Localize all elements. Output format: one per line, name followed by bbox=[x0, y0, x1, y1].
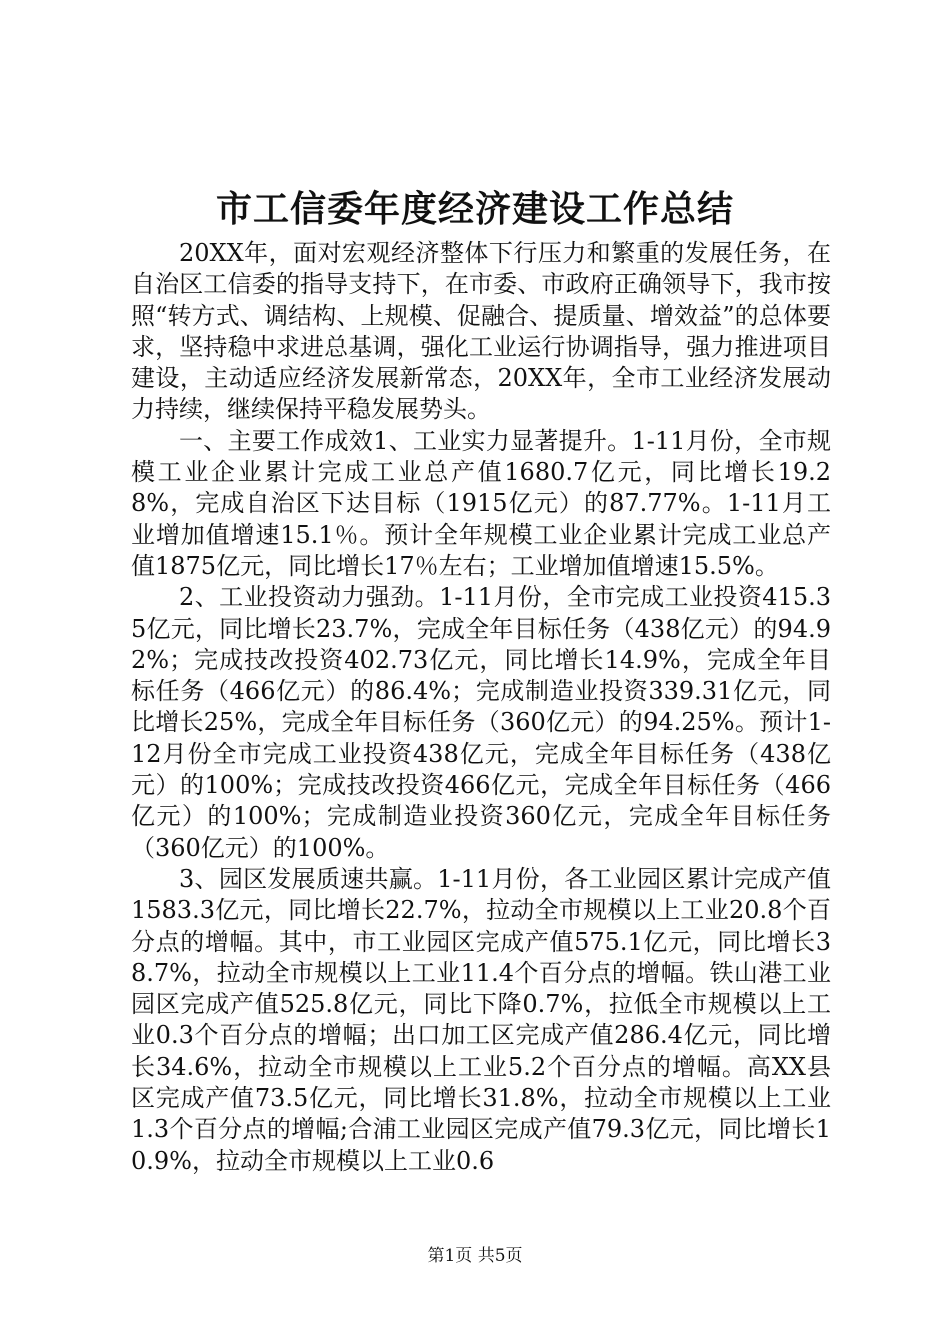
document-body bbox=[131, 238, 831, 1177]
paragraph-industrial-parks: 3、园区发展质速共赢。1-11月份，各工业园区累计完成产值1583.3亿元，同比增长22.7%，拉动全市规模以上工业20.8个百分点的增幅。其中，市工业园区完成产值575.1亿元，同比增长38.7%，拉动全市规模以上工业11.4个百分点的增幅。铁山港工业园区完成产值525.8亿元，同比下降0.7%，拉低全市规模以上工业0.3个百分点的增幅；出口加工区完成产值286.4亿元，同比增长34.6%，拉动全市规模以上工业5.2个百分点的增幅。高XX县区完成产值73.5亿元，同比增长31.8%，拉动全市规模以上工业1.3个百分点的增幅;合浦工业园区完成产值79.3亿元，同比增长10.9%，拉动全市规模以上工业0.6 bbox=[131, 864, 831, 1175]
paragraph-industrial-investment: 2、工业投资动力强劲。1-11月份，全市完成工业投资415.35亿元，同比增长23.7%，完成全年目标任务（438亿元）的94.92%；完成技改投资402.73亿元，同比增长14.9%，完成全年目标任务（466亿元）的86.4%；完成制造业投资339.31亿元，同比增长25%，完成全年目标任务（360亿元）的94.25%。预计1-12月份全市完成工业投资438亿元，完成全年目标任务（438亿元）的100%；完成技改投资466亿元，完成全年目标任务（466亿元）的100%；完成制造业投资360亿元，完成全年目标任务（360亿元）的100%。 bbox=[131, 583, 831, 862]
page-footer: 第1页 共5页 bbox=[427, 1246, 523, 1266]
paragraph-intro: 20XX年，面对宏观经济整体下行压力和繁重的发展任务，在自治区工信委的指导支持下，在市委、市政府正确领导下，我市按照“转方式、调结构、上规模、促融合、提质量、增效益”的总体要求，坚持稳中求进总基调，强化工业运行协调指导，强力推进项目建设，主动适应经济发展新常态，20XX年，全市工业经济发展动力持续，继续保持平稳发展势头。 bbox=[131, 239, 831, 424]
paragraph-industrial-strength: 一、主要工作成效1、工业实力显著提升。1-11月份，全市规模工业企业累计完成工业总产值1680.7亿元，同比增长19.28%，完成自治区下达目标（1915亿元）的87.77%。1-11月工业增加值增速15.1％。预计全年规模工业企业累计完成工业总产值1875亿元，同比增长17％左右；工业增加值增速15.5%。 bbox=[131, 426, 831, 580]
document-title: 市工信委年度经济建设工作总结 bbox=[215, 188, 734, 230]
